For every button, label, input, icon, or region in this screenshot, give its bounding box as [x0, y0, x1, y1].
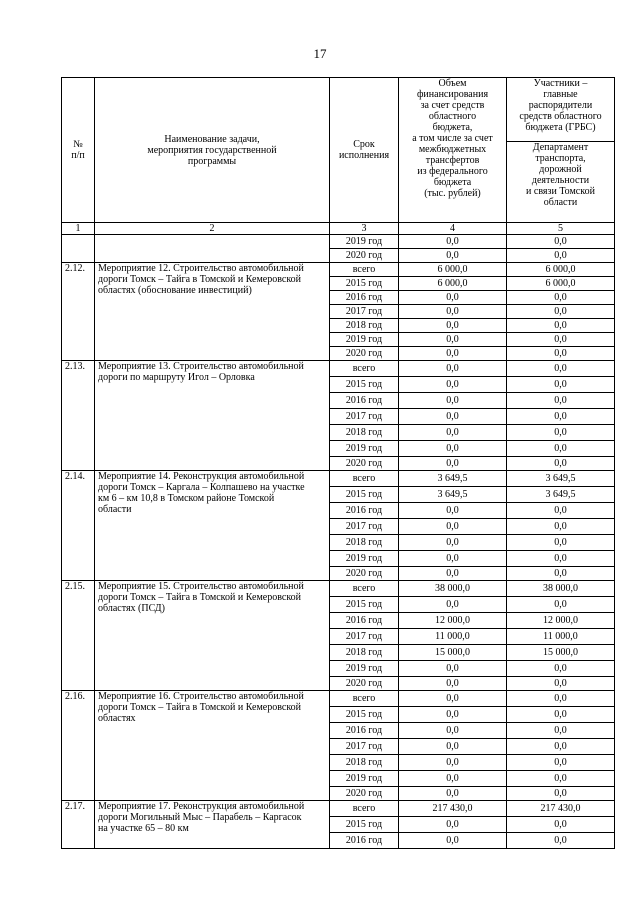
financing-cell: 0,0 — [399, 347, 507, 361]
item-name: Мероприятие 12. Строительство автомобильной дороги Томск – Тайга в Томской и Кемеровской областях (обоснование инвестиций) — [95, 263, 330, 361]
column-number: 2 — [95, 223, 330, 235]
financing-cell: 0,0 — [399, 723, 507, 739]
financing-cell: 0,0 — [399, 677, 507, 691]
participant-cell: 0,0 — [507, 333, 615, 347]
financing-cell: 0,0 — [399, 377, 507, 393]
financing-cell: 3 649,5 — [399, 471, 507, 487]
financing-cell: 0,0 — [399, 755, 507, 771]
participant-cell: 0,0 — [507, 597, 615, 613]
column-number: 4 — [399, 223, 507, 235]
participant-cell: 0,0 — [507, 551, 615, 567]
participant-cell: 0,0 — [507, 249, 615, 263]
header-row — [62, 78, 615, 142]
financing-cell: 3 649,5 — [399, 487, 507, 503]
term-cell: всего — [330, 691, 399, 707]
participant-cell: 0,0 — [507, 833, 615, 849]
participant-cell: 217 430,0 — [507, 801, 615, 817]
term-cell: 2015 год — [330, 377, 399, 393]
term-cell: всего — [330, 581, 399, 597]
participant-cell: 0,0 — [507, 441, 615, 457]
term-cell: 2017 год — [330, 305, 399, 319]
term-cell: всего — [330, 361, 399, 377]
term-cell: 2017 год — [330, 739, 399, 755]
participant-cell: 6 000,0 — [507, 277, 615, 291]
participant-cell: 0,0 — [507, 457, 615, 471]
participant-cell: 0,0 — [507, 425, 615, 441]
participant-cell: 0,0 — [507, 567, 615, 581]
financing-cell: 0,0 — [399, 707, 507, 723]
term-cell: 2020 год — [330, 249, 399, 263]
item-name: Мероприятие 15. Строительство автомобильной дороги Томск – Тайга в Томской и Кемеровской областях (ПСД) — [95, 581, 330, 691]
term-cell: 2018 год — [330, 535, 399, 551]
financing-cell: 6 000,0 — [399, 263, 507, 277]
page-number: 17 — [313, 46, 327, 61]
item-number: 2.16. — [62, 691, 95, 801]
term-cell: всего — [330, 263, 399, 277]
table-row — [62, 691, 615, 707]
term-cell: 2019 год — [330, 661, 399, 677]
financing-cell: 0,0 — [399, 291, 507, 305]
header-department: Департамент транспорта, дорожной деятельности и связи Томской области — [507, 142, 615, 223]
financing-cell: 0,0 — [399, 739, 507, 755]
column-number: 5 — [507, 223, 615, 235]
participant-cell: 0,0 — [507, 377, 615, 393]
term-cell: всего — [330, 801, 399, 817]
column-number-row — [62, 223, 615, 235]
participant-cell: 15 000,0 — [507, 645, 615, 661]
term-cell: 2019 год — [330, 333, 399, 347]
financing-cell: 0,0 — [399, 249, 507, 263]
financing-cell: 12 000,0 — [399, 613, 507, 629]
term-cell: 2015 год — [330, 487, 399, 503]
table-row — [62, 361, 615, 377]
table-row — [62, 263, 615, 277]
item-number: 2.13. — [62, 361, 95, 471]
participant-cell: 0,0 — [507, 235, 615, 249]
financing-cell: 0,0 — [399, 441, 507, 457]
term-cell: 2016 год — [330, 723, 399, 739]
item-name — [95, 235, 330, 263]
financing-cell: 11 000,0 — [399, 629, 507, 645]
participant-cell: 11 000,0 — [507, 629, 615, 645]
column-number: 3 — [330, 223, 399, 235]
item-number: 2.15. — [62, 581, 95, 691]
financing-cell: 217 430,0 — [399, 801, 507, 817]
participant-cell: 0,0 — [507, 787, 615, 801]
financing-cell: 0,0 — [399, 409, 507, 425]
participant-cell: 0,0 — [507, 707, 615, 723]
financing-cell: 0,0 — [399, 817, 507, 833]
header-financing: Объем финансирования за счет средств областного бюджета, а том числе за счет межбюджетных трансфертов из федерального бюджета (тыс. рублей) — [399, 78, 507, 223]
item-name: Мероприятие 17. Реконструкция автомобильной дороги Могильный Мыс – Парабель – Каргасок на участке 65 – 80 км — [95, 801, 330, 849]
participant-cell: 0,0 — [507, 755, 615, 771]
term-cell: 2018 год — [330, 645, 399, 661]
participant-cell: 0,0 — [507, 817, 615, 833]
participant-cell: 0,0 — [507, 535, 615, 551]
financing-cell: 0,0 — [399, 535, 507, 551]
term-cell: 2020 год — [330, 347, 399, 361]
item-name: Мероприятие 16. Строительство автомобильной дороги Томск – Тайга в Томской и Кемеровской областях — [95, 691, 330, 801]
participant-cell: 0,0 — [507, 393, 615, 409]
header-participants: Участники – главные распорядители средств областного бюджета (ГРБС) — [507, 78, 615, 142]
financing-cell: 0,0 — [399, 691, 507, 707]
header-name: Наименование задачи, мероприятия государственной программы — [95, 78, 330, 223]
financing-cell: 0,0 — [399, 361, 507, 377]
table-row — [62, 471, 615, 487]
term-cell: 2018 год — [330, 319, 399, 333]
participant-cell: 0,0 — [507, 305, 615, 319]
financing-cell: 0,0 — [399, 393, 507, 409]
term-cell: 2020 год — [330, 787, 399, 801]
financing-cell: 15 000,0 — [399, 645, 507, 661]
item-name: Мероприятие 13. Строительство автомобильной дороги по маршруту Игол – Орловка — [95, 361, 330, 471]
term-cell: 2019 год — [330, 551, 399, 567]
term-cell: 2019 год — [330, 771, 399, 787]
table-row — [62, 801, 615, 817]
financing-cell: 0,0 — [399, 771, 507, 787]
participant-cell: 0,0 — [507, 723, 615, 739]
term-cell: 2020 год — [330, 677, 399, 691]
participant-cell: 38 000,0 — [507, 581, 615, 597]
financing-cell: 0,0 — [399, 319, 507, 333]
term-cell: 2020 год — [330, 457, 399, 471]
financing-cell: 6 000,0 — [399, 277, 507, 291]
header-num: № п/п — [62, 78, 95, 223]
participant-cell: 0,0 — [507, 347, 615, 361]
financing-cell: 0,0 — [399, 333, 507, 347]
term-cell: 2016 год — [330, 503, 399, 519]
financing-cell: 0,0 — [399, 457, 507, 471]
term-cell: 2015 год — [330, 817, 399, 833]
term-cell: 2015 год — [330, 707, 399, 723]
term-cell: 2017 год — [330, 519, 399, 535]
term-cell: 2017 год — [330, 629, 399, 645]
participant-cell: 12 000,0 — [507, 613, 615, 629]
financing-cell: 38 000,0 — [399, 581, 507, 597]
term-cell: 2015 год — [330, 597, 399, 613]
participant-cell: 3 649,5 — [507, 487, 615, 503]
term-cell: 2016 год — [330, 613, 399, 629]
table-row — [62, 235, 615, 249]
participant-cell: 0,0 — [507, 361, 615, 377]
item-number: 2.12. — [62, 263, 95, 361]
term-cell: 2020 год — [330, 567, 399, 581]
participant-cell: 0,0 — [507, 771, 615, 787]
financing-cell: 0,0 — [399, 503, 507, 519]
participant-cell: 3 649,5 — [507, 471, 615, 487]
financing-cell: 0,0 — [399, 787, 507, 801]
participant-cell: 0,0 — [507, 503, 615, 519]
term-cell: 2019 год — [330, 441, 399, 457]
participant-cell: 0,0 — [507, 409, 615, 425]
term-cell: 2016 год — [330, 291, 399, 305]
financing-cell: 0,0 — [399, 235, 507, 249]
participant-cell: 0,0 — [507, 739, 615, 755]
participant-cell: 6 000,0 — [507, 263, 615, 277]
participant-cell: 0,0 — [507, 291, 615, 305]
financing-cell: 0,0 — [399, 519, 507, 535]
term-cell: 2018 год — [330, 755, 399, 771]
term-cell: 2016 год — [330, 833, 399, 849]
financing-cell: 0,0 — [399, 597, 507, 613]
term-cell: 2019 год — [330, 235, 399, 249]
financing-cell: 0,0 — [399, 661, 507, 677]
term-cell: 2015 год — [330, 277, 399, 291]
term-cell: всего — [330, 471, 399, 487]
financing-cell: 0,0 — [399, 305, 507, 319]
participant-cell: 0,0 — [507, 519, 615, 535]
financing-cell: 0,0 — [399, 833, 507, 849]
table-row — [62, 581, 615, 597]
header-term: Срок исполнения — [330, 78, 399, 223]
item-number: 2.14. — [62, 471, 95, 581]
participant-cell: 0,0 — [507, 319, 615, 333]
financing-cell: 0,0 — [399, 425, 507, 441]
term-cell: 2018 год — [330, 425, 399, 441]
financing-cell: 0,0 — [399, 551, 507, 567]
financing-cell: 0,0 — [399, 567, 507, 581]
item-name: Мероприятие 14. Реконструкция автомобильной дороги Томск – Каргала – Колпашево на участке км 6 – км 10,8 в Томском районе Томской области — [95, 471, 330, 581]
item-number: 2.17. — [62, 801, 95, 849]
participant-cell: 0,0 — [507, 691, 615, 707]
participant-cell: 0,0 — [507, 677, 615, 691]
term-cell: 2016 год — [330, 393, 399, 409]
program-table — [61, 77, 615, 849]
participant-cell: 0,0 — [507, 661, 615, 677]
item-number — [62, 235, 95, 263]
term-cell: 2017 год — [330, 409, 399, 425]
column-number: 1 — [62, 223, 95, 235]
